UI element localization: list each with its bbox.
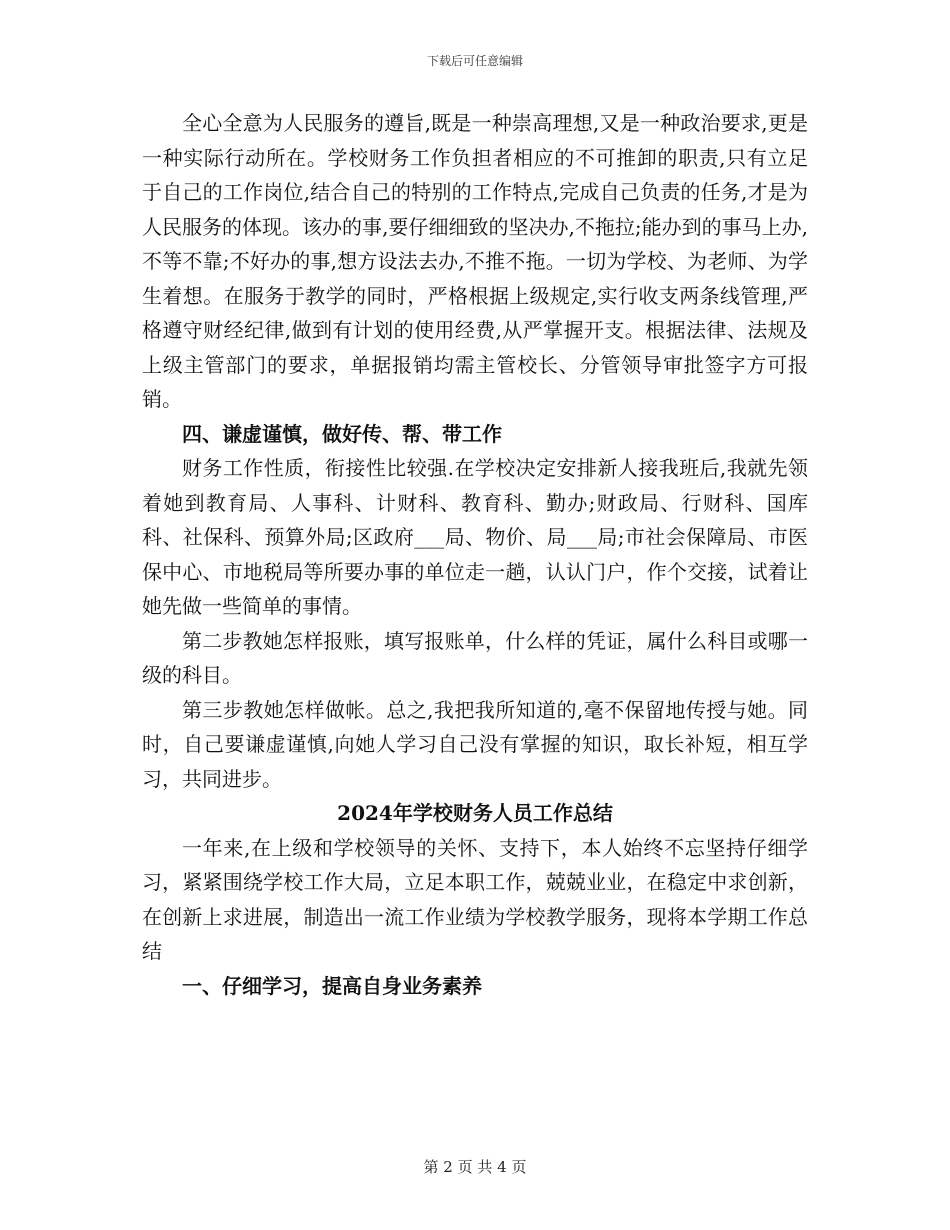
section-heading-one: 一、仔细学习，提高自身业务素养 — [182, 973, 482, 998]
paragraph-step-two: 第二步教她怎样报账，填写报账单，什么样的凭证，属什么科目或哪一级的科目。 — [142, 628, 808, 687]
document-title: 2024年学校财务人员工作总结 — [337, 801, 613, 825]
paragraph-step-three: 第三步教她怎样做帐。总之,我把我所知道的,毫不保留地传授与她。同时，自己要谦虚谨慎,向她人学习自己没有掌握的知识，取长补短，相互学习，共同进步。 — [142, 697, 808, 791]
paragraph-handover: 财务工作性质，衔接性比较强.在学校决定安排新人接我班后,我就先领着她到教育局、人事科、计财科、教育科、勤办;财政局、行财科、国库科、社保科、预算外局;区政府___局、物价、局___局;市社会保障局、市医保中心、市地税局等所要办事的单位走一趟，认认门户，作个交接，试着让她先做一些简单的事情。 — [142, 456, 808, 618]
paragraph-service-purpose: 全心全意为人民服务的遵旨,既是一种崇高理想,又是一种政治要求,更是一种实际行动所在。学校财务工作负担者相应的不可推卸的职责,只有立足于自己的工作岗位,结合自己的特别的工作特点,完成自己负责的任务,才是为人民服务的体现。该办的事,要仔细细致的坚决办,不拖拉;能办到的事马上办,不等不靠;不好办的事,想方设法去办,不推不拖。一切为学校、为老师、为学生着想。在服务于教学的同时，严格根据上级规定,实行收支两条线管理,严格遵守财经纪律,做到有计划的使用经费,从严掌握开支。根据法律、法规及上级主管部门的要求，单据报销均需主管校长、分管领导审批签字方可报销。 — [142, 111, 808, 411]
section-heading-four: 四、谦虚谨慎，做好传、帮、带工作 — [182, 421, 502, 446]
paragraph-year-summary: 一年来,在上级和学校领导的关怀、支持下，本人始终不忘坚持仔细学习，紧紧围绕学校工作大局，立足本职工作，兢兢业业，在稳定中求创新，在创新上求进展，制造出一流工作业绩为学校教学服务，现将本学期工作总结 — [142, 835, 808, 963]
page-footer: 第 2 页 共 4 页 — [423, 1158, 527, 1176]
document-body — [142, 106, 808, 1003]
page-header: 下载后可任意编辑 — [426, 54, 523, 68]
